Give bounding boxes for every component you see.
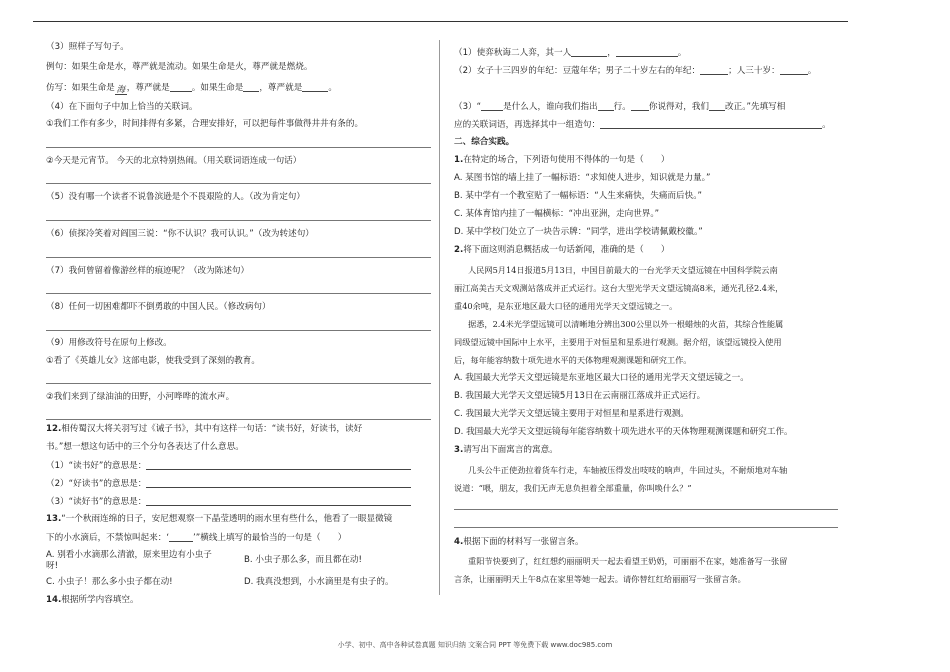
q12-item-2: （2）“好读书”的意思是： <box>46 478 431 490</box>
q13-option-d[interactable]: D. 我真没想到，小水滴里是有虫子的。 <box>244 577 394 587</box>
top-rule <box>33 21 848 22</box>
p4-text: 重阳节快要到了，红红想约丽丽明天一起去看望王奶奶，可丽丽不在家，她准备写一张留 <box>468 556 788 566</box>
fill-3-line-2: 应的关联词语，再选择其中一组造句： 。 <box>454 120 831 130</box>
q12-blank-1[interactable] <box>146 460 411 470</box>
fill-3-blank-b[interactable] <box>598 101 614 111</box>
q7: （7）我何曾留着像游丝样的痕迹呢？（改为陈述句） <box>46 266 250 276</box>
q5: （5）没有哪一个读者不说鲁滨逊是个不畏艰险的人。（改为肯定句） <box>46 192 305 202</box>
q3-example: 例句：如果生命是水，尊严就是流动。如果生命是火，尊严就是燃烧。 <box>46 62 313 72</box>
blank-life-2[interactable] <box>243 82 259 92</box>
fill-2: （2）女子十三四岁的年纪：豆蔻年华；男子二十岁左右的年纪： ；人三十岁： 。 <box>454 66 817 76</box>
column-divider <box>439 40 440 595</box>
p4-text: 言条，让丽丽明天上午8点在家里等她一起去。请你替红红给丽丽写一张留言条。 <box>454 574 746 584</box>
answer-line[interactable] <box>46 293 431 294</box>
q12-item-1: （1）“读书好”的意思是： <box>46 460 431 472</box>
q4-sentence-1: ①我们工作有多少，时间排得有多紧，合理安排好，可以把每件事做得井井有条的。 <box>46 119 364 129</box>
fill-3-sentence-blank[interactable] <box>600 119 822 129</box>
p3-text: 说道：“喂，朋友，我们无声无息负担着全部重量，你叫唤什么？” <box>454 483 692 493</box>
answer-line[interactable] <box>454 527 838 528</box>
answer-line[interactable] <box>46 419 431 420</box>
p2-text: 丽江高美古天文观测站落成并正式运行。这台大型光学天文望远镜高8米，通光孔径2.4米， <box>454 283 784 293</box>
q4-sentence-2: ②今天是元宵节。 今天的北京特别热闹。（用关联词语连成一句话） <box>46 156 302 166</box>
p2-text: 人民网5月14日报道5月13日，中国目前最大的一台光学天文望远镜在中国科学院云南 <box>468 265 778 275</box>
q3-imitate: 仿写：如果生命是 海 ，尊严就是 。如果生命是 ，尊严就是 。 <box>46 83 337 95</box>
q12-line-2: 书。”想一想这句话中的三个分句各表达了什么意思。 <box>46 442 244 452</box>
fill-1-blank-a[interactable] <box>571 47 607 57</box>
answer-line[interactable] <box>46 220 431 221</box>
fill-3-blank-a[interactable] <box>481 101 503 111</box>
q13-line-1: 13.“一个秋雨连绵的日子，安尼想观察一下晶莹透明的雨水里有些什么，他看了一眼显微镜 <box>46 514 393 524</box>
q12-blank-2[interactable] <box>146 478 411 488</box>
blank-dignity-1[interactable] <box>170 82 192 92</box>
p1-question: 1.在特定的场合，下列语句使用不得体的一句是（ ） <box>454 155 670 165</box>
answer-line[interactable] <box>46 183 431 184</box>
p4-question: 4.根据下面的材料写一张留言条。 <box>454 537 584 547</box>
q9-sentence-1: ①看了《英雄儿女》这部电影，使我受到了深刻的教育。 <box>46 356 260 366</box>
fill-3: （3）“ 是什么人，谁向我们指出 行。 你说得对，我们 改正。”先填写相 <box>454 102 786 112</box>
q13-option-c[interactable]: C. 小虫子！那么多小虫子都在动! <box>46 577 173 587</box>
p2-option-b[interactable]: B. 我国最大光学天文望远镜5月13日在云南丽江落成并正式运行。 <box>454 391 706 401</box>
q9-sentence-2: ②我们来到了绿油油的田野，小河哗哗的流水声。 <box>46 392 235 402</box>
p2-option-a[interactable]: A. 我国最大光学天文望远镜是东亚地区最大口径的通用光学天文望远镜之一。 <box>454 373 749 383</box>
p3-question: 3.请写出下面寓言的寓意。 <box>454 445 558 455</box>
section-2-heading: 二、综合实践。 <box>454 137 515 147</box>
q3-title: （3）照样子写句子。 <box>46 42 129 52</box>
blank-dignity-2[interactable] <box>302 82 328 92</box>
q9-title: （9）用修改符号在原句上修改。 <box>46 338 172 348</box>
fill-2-blank-b[interactable] <box>780 65 808 75</box>
p1-option-a[interactable]: A. 某图书馆的墙上挂了一幅标语：“求知使人进步，知识就是力量。” <box>454 173 711 183</box>
q12-item-3: （3）“读好书”的意思是： <box>46 496 431 508</box>
answer-line[interactable] <box>46 383 431 384</box>
p1-option-b[interactable]: B. 某中学有一个教室贴了一幅标语：“人生来痛快，失痛而后快。” <box>454 191 702 201</box>
answer-line[interactable] <box>454 509 838 510</box>
q14-title: 14.根据所学内容填空。 <box>46 595 139 605</box>
answer-line[interactable] <box>46 330 431 331</box>
q4-title: （4）在下面句子中加上恰当的关联词。 <box>46 102 198 112</box>
p2-text: 同级望远镜中国际中上水平，主要用于对恒星和星系进行观测。据介绍，该望远镜投入使用 <box>454 337 782 347</box>
blank-life-1[interactable]: 海 <box>116 85 126 95</box>
p1-option-c[interactable]: C. 某体育馆内挂了一幅横标：“冲出亚洲，走向世界。” <box>454 209 660 219</box>
q13-option-a-cont: 呀! <box>46 561 59 571</box>
fill-2-blank-a[interactable] <box>700 65 728 75</box>
p1-option-d[interactable]: D. 某中学校门处立了一块告示牌：“同学，进出学校请佩戴校徽。” <box>454 227 703 237</box>
p3-text: 几头公牛正使劲拉着货车行走，车轴被压得发出吱吱的响声，牛回过头，不耐烦地对车轴 <box>468 465 788 475</box>
q6: （6）侦探冷笑着对阎国三说：“你不认识？我可认识。”（改为转述句） <box>46 229 314 239</box>
p2-option-c[interactable]: C. 我国最大光学天文望远镜主要用于对恒星和星系进行观测。 <box>454 409 689 419</box>
p2-text: 据悉，2.4米光学望远镜可以清晰地分辨出300公里以外一根蜡烛的火苗，其综合性能属 <box>468 319 784 329</box>
q12-blank-3[interactable] <box>146 496 411 506</box>
fill-1-blank-b[interactable] <box>616 47 678 57</box>
p2-text: 后，每年能容纳数十项先进水平的天体物理观测课题和研究工作。 <box>454 355 692 365</box>
p2-option-d[interactable]: D. 我国最大光学天文望远镜每年能容纳数十项先进水平的天体物理观测课题和研究工作。 <box>454 427 793 437</box>
fill-3-blank-c[interactable] <box>631 101 649 111</box>
fill-1: （1）使弈秋诲二人弈，其一人 ， 。 <box>454 48 687 58</box>
q12-line-1: 12.相传蜀汉大将关羽写过《诫子书》，其中有这样一句话：“读书好，好读书，读好 <box>46 424 363 434</box>
answer-line[interactable] <box>46 257 431 258</box>
q8: （8）任何一切困难都吓不倒勇敢的中国人民。（修改病句） <box>46 302 271 312</box>
answer-line[interactable] <box>46 147 431 148</box>
q13-blank[interactable] <box>169 532 193 542</box>
q13-option-a[interactable]: A. 别看小水滴那么清澈，原来里边有小虫子 <box>46 550 212 560</box>
fill-3-blank-d[interactable] <box>709 101 725 111</box>
p2-text: 重40余吨，是东亚地区最大口径的通用光学天文望远镜之一。 <box>454 301 678 311</box>
p2-question: 2.将下面这则消息概括成一句话新闻，准确的是（ ） <box>454 245 670 255</box>
q13-option-b[interactable]: B. 小虫子那么多，而且都在动! <box>244 555 362 565</box>
page-footer: 小学、初中、高中各种试卷真题 知识归纳 文案合同 PPT 等免费下载 www.doc985.com <box>337 641 613 649</box>
q13-line-2: 下的小水滴后，不禁惊叫起来：‘ ’”横线上填写的最恰当的一句是（ ） <box>46 533 347 543</box>
